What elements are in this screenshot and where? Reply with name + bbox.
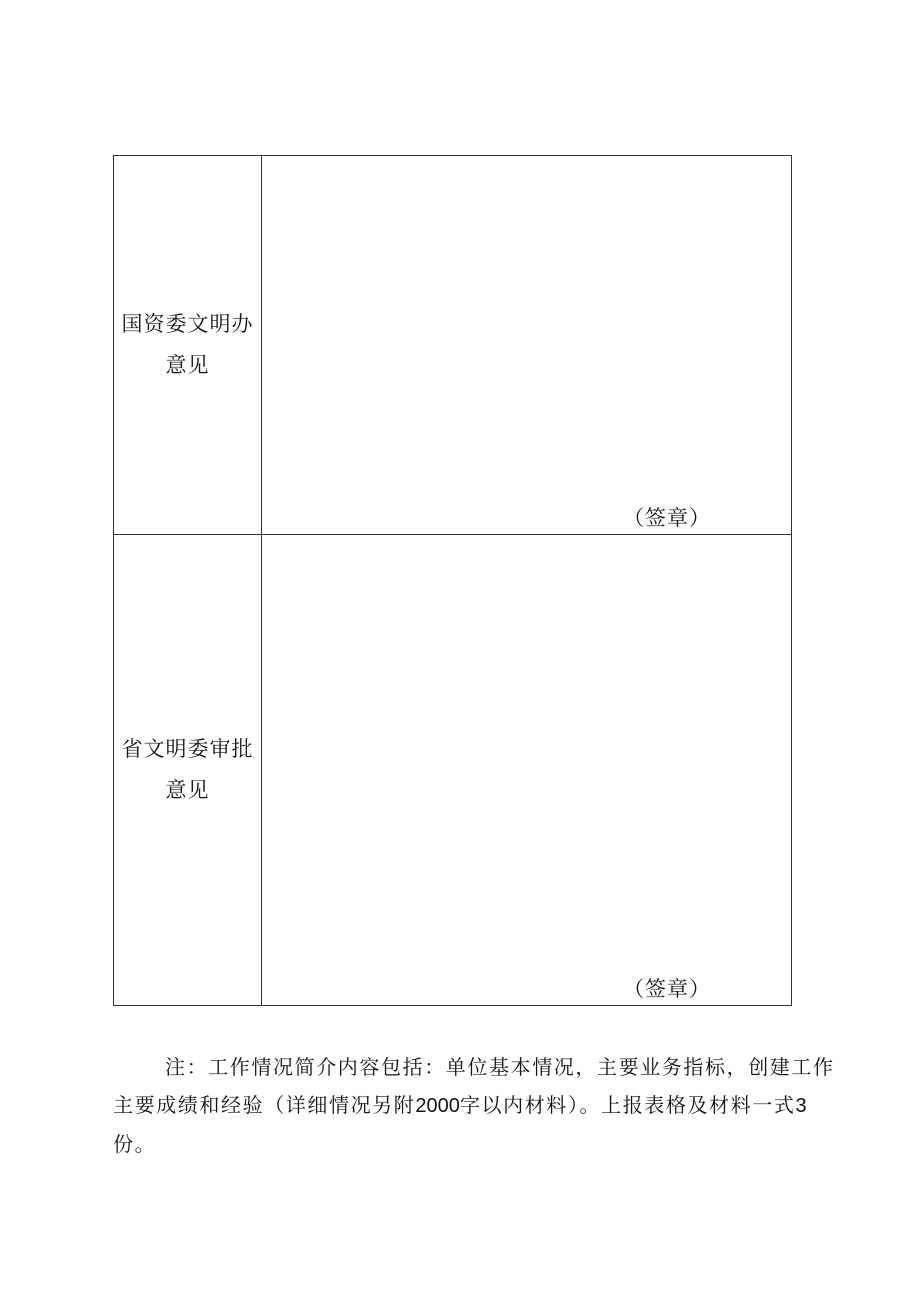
sasac-seal-label: （签章）	[623, 506, 711, 530]
footnote-word-limit: 2000	[415, 1095, 460, 1117]
footnote-line-2	[113, 1086, 807, 1125]
footnote-line-1: 注：工作情况简介内容包括：单位基本情况，主要业务指标，创建工作	[165, 1055, 835, 1079]
sasac-opinion-label: 国资委文明办	[121, 312, 254, 336]
provincial-approval-label-cell	[114, 535, 262, 1006]
provincial-approval-row	[114, 535, 792, 1006]
provincial-approval-label: 省文明委审批	[121, 737, 254, 761]
approval-form-table	[113, 155, 792, 1006]
footnote-line-2-text-b: 字以内材料）。上报表格及材料一式	[459, 1093, 796, 1117]
sasac-opinion-field[interactable]	[262, 156, 792, 535]
footnote-copy-count: 3	[795, 1095, 807, 1117]
footnote	[113, 1048, 835, 1163]
footnote-line-2-text-a: 主要成绩和经验（详细情况另附	[113, 1093, 416, 1117]
sasac-opinion-row	[114, 156, 792, 535]
provincial-approval-field[interactable]	[262, 535, 792, 1006]
footnote-line-3: 份。	[113, 1132, 157, 1156]
provincial-seal-label: （签章）	[623, 977, 711, 1001]
provincial-approval-label-suffix: 意见	[165, 778, 210, 802]
sasac-opinion-label-cell	[114, 156, 262, 535]
sasac-opinion-label-suffix: 意见	[165, 353, 210, 377]
